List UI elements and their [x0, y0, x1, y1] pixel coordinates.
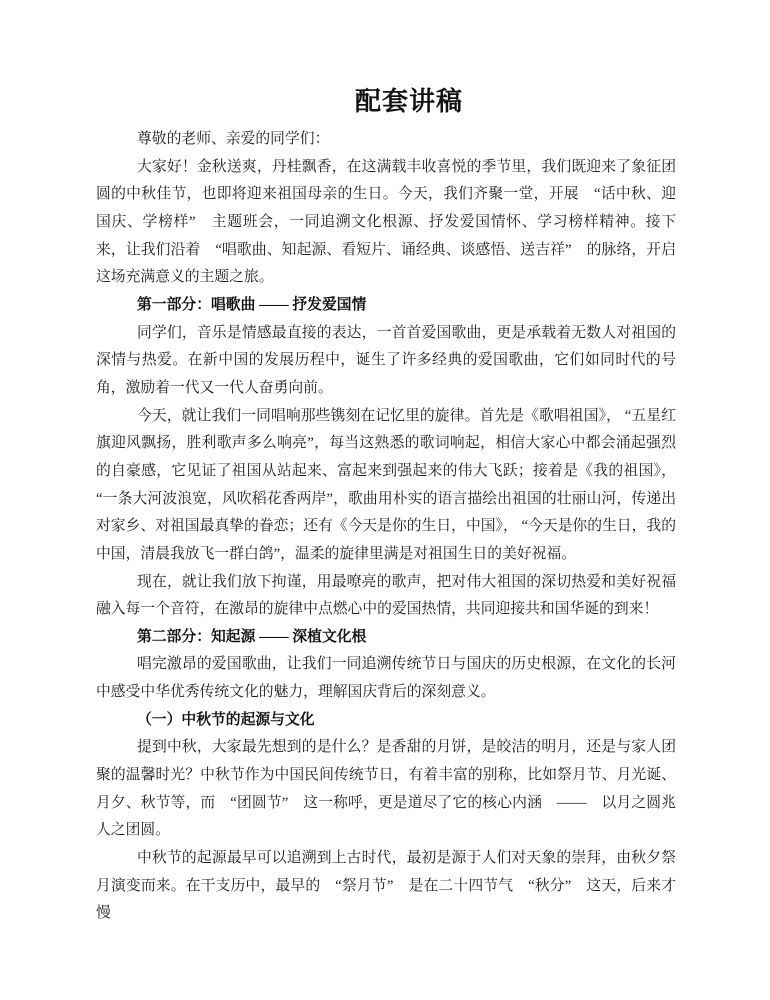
heading-part-1-sing-songs: 第一部分：唱歌曲 —— 抒发爱国情: [137, 296, 367, 313]
paragraph-opening: 大家好！金秋送爽，丹桂飘香，在这满载丰收喜悦的季节里，我们既迎来了象征团圆的中秋佳节，也即将迎来祖国母亲的生日。今天，我们齐聚一堂，开展 “话中秋、迎国庆、学榜样” 主题班会，一同追溯文化根源、抒发爱国情怀、学习榜样精神。接下来，让我们沿着 “唱歌曲、知起源、看短片、诵经典、谈感悟、送吉祥” 的脉络，开启这场充满意义的主题之旅。: [96, 158, 676, 286]
paragraph-sing-together: 现在，就让我们放下拘谨，用最嘹亮的歌声，把对伟大祖国的深切热爱和美好祝福融入每一个音符，在激昂的旋律中点燃心中的爱国热情，共同迎接共和国华诞的到来！: [96, 573, 676, 618]
paragraph-music-intro: 同学们，音乐是情感最直接的表达，一首首爱国歌曲，更是承载着无数人对祖国的深情与热爱。在新中国的发展历程中，诞生了许多经典的爱国歌曲，它们如同时代的号角，激励着一代又一代人奋勇向前。: [96, 324, 676, 396]
heading-midautumn-origin-culture: （一）中秋节的起源与文化: [137, 711, 315, 728]
document-body: [96, 126, 676, 928]
document-title: 配套讲稿: [354, 87, 463, 116]
paragraph-salutation: 尊敬的老师、亲爱的同学们：: [137, 131, 330, 147]
heading-part-2-know-origins: 第二部分：知起源 —— 深植文化根: [137, 628, 367, 645]
paragraph-origins-intro: 唱完激昂的爱国歌曲，让我们一同追溯传统节日与国庆的历史根源，在文化的长河中感受中华优秀传统文化的魅力，理解国庆背后的深刻意义。: [96, 656, 676, 701]
paragraph-midautumn-names: 提到中秋，大家最先想到的是什么？是香甜的月饼，是皎洁的明月，还是与家人团聚的温馨时光？中秋节作为中国民间传统节日，有着丰富的别称，比如祭月节、月光诞、月夕、秋节等，而 “团圆节” 这一称呼，更是道尽了它的核心内涵 —— 以月之圆兆人之团圆。: [96, 739, 676, 839]
paragraph-midautumn-history: 中秋节的起源最早可以追溯到上古时代，最初是源于人们对天象的崇拜，由秋夕祭月演变而来。在干支历中，最早的 “祭月节” 是在二十四节气 “秋分” 这天，后来才慢: [96, 850, 676, 922]
paragraph-patriotic-songs: 今天，就让我们一同唱响那些镌刻在记忆里的旋律。首先是《歌唱祖国》， “五星红旗迎风飘扬，胜利歌声多么响亮”，每当这熟悉的歌词响起，相信大家心中都会涌起强烈的自豪感，它见证了祖国从站起来、富起来到强起来的伟大飞跃；接着是《我的祖国》， “一条大河波浪宽，风吹稻花香两岸”，歌曲用朴实的语言描绘出祖国的壮丽山河，传递出对家乡、对祖国最真挚的眷恋；还有《今天是你的生日，中国》， “今天是你的生日，我的中国，清晨我放飞一群白鸽”，温柔的旋律里满是对祖国生日的美好祝福。: [96, 407, 676, 562]
